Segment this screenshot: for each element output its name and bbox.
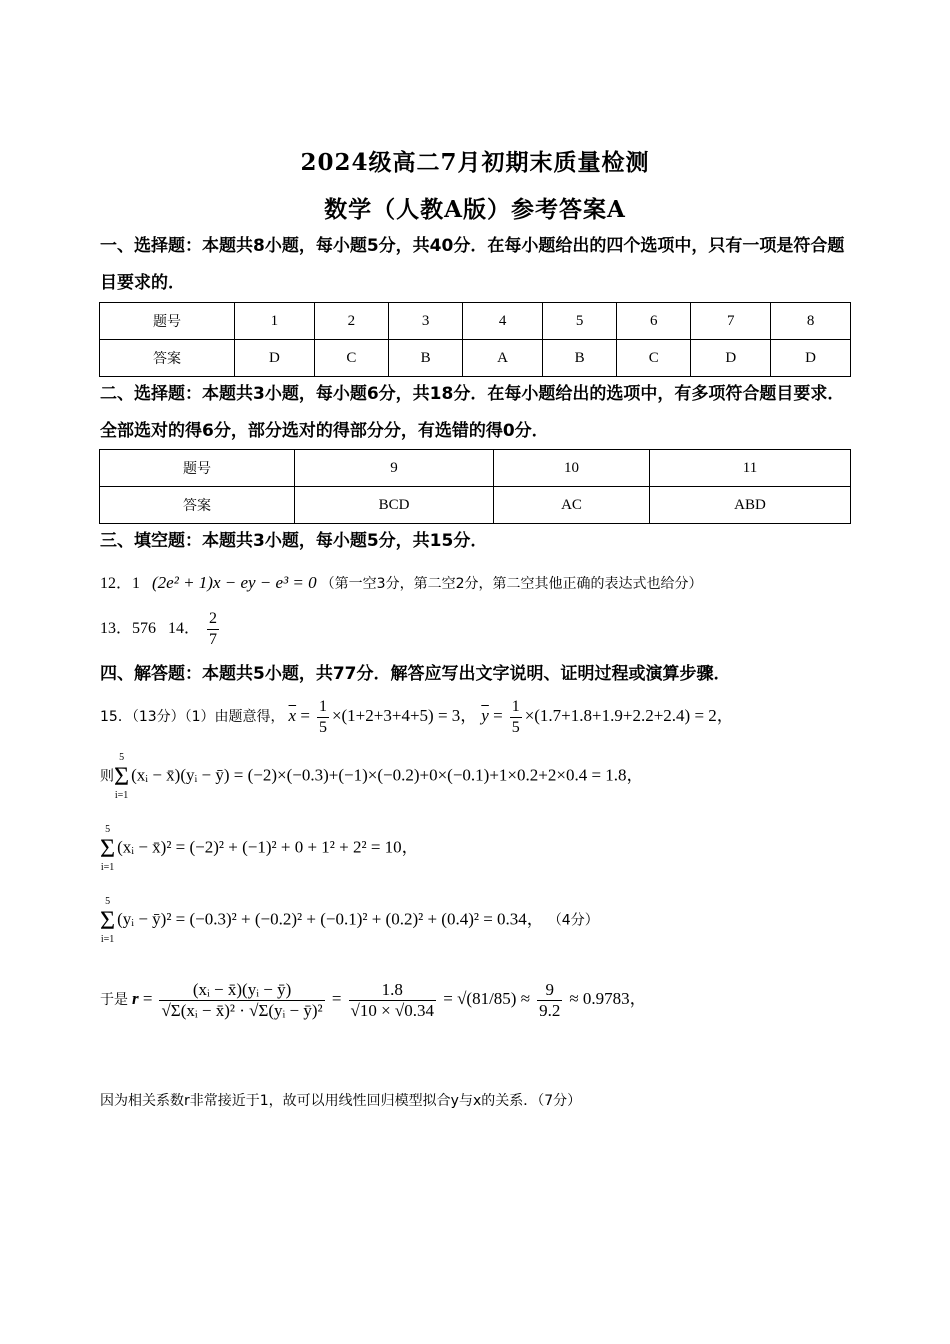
- q15-means: 15．（13分）（1）由题意得， $\overline{x}$ = $\frac{1}{5}$ ×(1+2+3+4+5) = 3， $\overline{y}$ = $\frac{1}{5}$ ×(1.7+1.8+1.9+2.2+2.4) = 2，: [100, 698, 734, 736]
- table-cell: 11: [650, 450, 851, 487]
- table-cell: BCD: [295, 487, 494, 524]
- table-cell: 4: [463, 303, 543, 340]
- table-cell: 1: [235, 303, 315, 340]
- table-cell: D: [235, 340, 315, 377]
- section-4-heading: 四、解答题：本题共5小题，共77分．解答应写出文字说明、证明过程或演算步骤．: [100, 664, 731, 684]
- table-cell: 7: [691, 303, 771, 340]
- answer-13-14: [100, 609, 222, 650]
- table-cell: 2: [314, 303, 388, 340]
- q15-sxy: [100, 752, 644, 802]
- q12-scoring-note: （第一空3分，第二空2分，第二空其他正确的表达式也给分）: [320, 576, 703, 592]
- q15-then: 则: [100, 768, 114, 785]
- xbar-fraction: [317, 697, 329, 738]
- sxy-expression: (xᵢ − x̄)(yᵢ − ȳ) = (−2)×(−0.3)+(−1)×(−0.2)+0×(−0.1)+1×0.2+2×0.4 = 1.8，: [131, 765, 644, 785]
- ybar-equation: ×(1.7+1.8+1.9+2.2+2.4) = 2，: [524, 706, 734, 726]
- r-definition-fraction: [159, 980, 324, 1021]
- summation-symbol: 5 Σ i=1: [114, 752, 130, 801]
- table-cell: ABD: [650, 487, 851, 524]
- answer-12: [100, 570, 702, 593]
- q15-correlation: 于是 r = $\frac{\text{(xᵢ − x̄)(yᵢ − ȳ)}}{\text{√Σ(xᵢ − x̄)² · √Σ(yᵢ − ȳ)²}}$ = $\frac{1.8}{√10 \times √0.34}$ = √(81/85) ≈ $\frac{9}{9.2}$ ≈ 0.9783，: [100, 980, 647, 1020]
- q14-denominator: 7: [209, 631, 218, 648]
- q14-label: 14．: [168, 620, 201, 638]
- table-header-number: 题号: [100, 450, 295, 487]
- q15-sxx: [100, 824, 419, 874]
- q12-equation: (2e² + 1)x − ey − e³ = 0: [152, 573, 317, 592]
- table-cell: 6: [617, 303, 691, 340]
- r-value: ≈ 0.9783，: [569, 989, 647, 1009]
- sum-lower: i=1: [100, 862, 115, 873]
- sum-upper: 5: [119, 752, 125, 763]
- table-cell: AC: [494, 487, 650, 524]
- table-cell: 8: [771, 303, 851, 340]
- summation-symbol: 5 Σ i=1: [100, 896, 116, 945]
- q15-conclusion: 因为相关系数r非常接近于1，故可以用线性回归模型拟合y与x的关系．（7分）: [100, 1093, 582, 1109]
- sxx-expression: (xᵢ − x̄)² = (−2)² + (−1)² + 0 + 1² + 2² = 10，: [117, 837, 419, 857]
- table-cell: B: [542, 340, 616, 377]
- xbar-equation: ×(1+2+3+4+5) = 3，: [331, 706, 478, 726]
- table-row: [100, 303, 851, 340]
- summation-symbol: 5 Σ i=1: [100, 824, 116, 873]
- table-header-answer: 答案: [100, 340, 235, 377]
- sum-lower: i=1: [100, 934, 115, 945]
- xbar-symbol: $\overline{x}$: [288, 706, 297, 726]
- answer-table-2: [99, 449, 851, 524]
- section-2-heading: 二、选择题：本题共3小题，每小题6分，共18分．在每小题给出的选项中，有多项符合题目要求．全部选对的得6分，部分选对的得部分分，有选错的得0分．: [100, 384, 845, 441]
- sum-lower: i=1: [114, 790, 129, 801]
- syy-expression: (yᵢ − ȳ)² = (−0.3)² + (−0.2)² + (−0.1)² + (0.2)² + (0.4)² = 0.34，: [117, 909, 544, 929]
- table-row: [100, 450, 851, 487]
- table-cell: C: [314, 340, 388, 377]
- r-approx-numerator: 9: [537, 980, 562, 1001]
- fraction-numerator: 1: [510, 697, 522, 718]
- table-cell: 9: [295, 450, 494, 487]
- fraction-denominator: 5: [511, 719, 520, 736]
- q14-fraction: [207, 609, 219, 650]
- r-value-fraction: [349, 980, 437, 1021]
- r-sqrt: √(81/85): [457, 989, 517, 1009]
- sum-upper: 5: [105, 824, 111, 835]
- table-cell: A: [463, 340, 543, 377]
- table-cell: D: [691, 340, 771, 377]
- fraction-denominator: 5: [318, 719, 327, 736]
- table-cell: 3: [388, 303, 462, 340]
- r-variable: r: [132, 989, 139, 1009]
- document-subtitle: 数学（人教A版）参考答案A: [324, 196, 626, 223]
- table-header-answer: 答案: [100, 487, 295, 524]
- table-cell: 5: [542, 303, 616, 340]
- ybar-symbol: $\overline{y}$: [481, 706, 489, 726]
- r-approx-denominator: 9.2: [539, 1001, 561, 1020]
- table-row: [100, 340, 851, 377]
- table-cell: 10: [494, 450, 650, 487]
- r-lead: 于是: [100, 992, 128, 1009]
- table-header-number: 题号: [100, 303, 235, 340]
- sum-upper: 5: [105, 896, 111, 907]
- table-row: [100, 487, 851, 524]
- q15-intro: 15．（13分）（1）由题意得，: [100, 709, 285, 726]
- q12-label: 12．1: [100, 575, 141, 592]
- q13-label: 13．576: [100, 620, 157, 638]
- table-cell: D: [771, 340, 851, 377]
- ybar-fraction: [510, 697, 522, 738]
- q14-numerator: 2: [207, 609, 219, 630]
- r-numerator: (xᵢ − x̄)(yᵢ − ȳ): [159, 980, 324, 1001]
- r-mid-numerator: 1.8: [349, 980, 437, 1001]
- section-3-heading: 三、填空题：本题共3小题，每小题5分，共15分．: [100, 531, 488, 551]
- r-denominator: √Σ(xᵢ − x̄)² · √Σ(yᵢ − ȳ)²: [161, 1001, 323, 1020]
- document-title: 2024级高二7月初期末质量检测: [300, 149, 650, 176]
- r-approx-fraction: [537, 980, 562, 1021]
- fraction-numerator: 1: [317, 697, 329, 718]
- section-1-heading: 一、选择题：本题共8小题，每小题5分，共40分．在每小题给出的四个选项中，只有一项是符合题目要求的．: [100, 236, 845, 293]
- q15-syy: [100, 896, 599, 946]
- r-mid-denominator: √10 × √0.34: [350, 1001, 434, 1020]
- answer-table-1: [99, 302, 851, 377]
- table-cell: C: [617, 340, 691, 377]
- table-cell: B: [388, 340, 462, 377]
- syy-scoring-note: （4分）: [547, 912, 599, 929]
